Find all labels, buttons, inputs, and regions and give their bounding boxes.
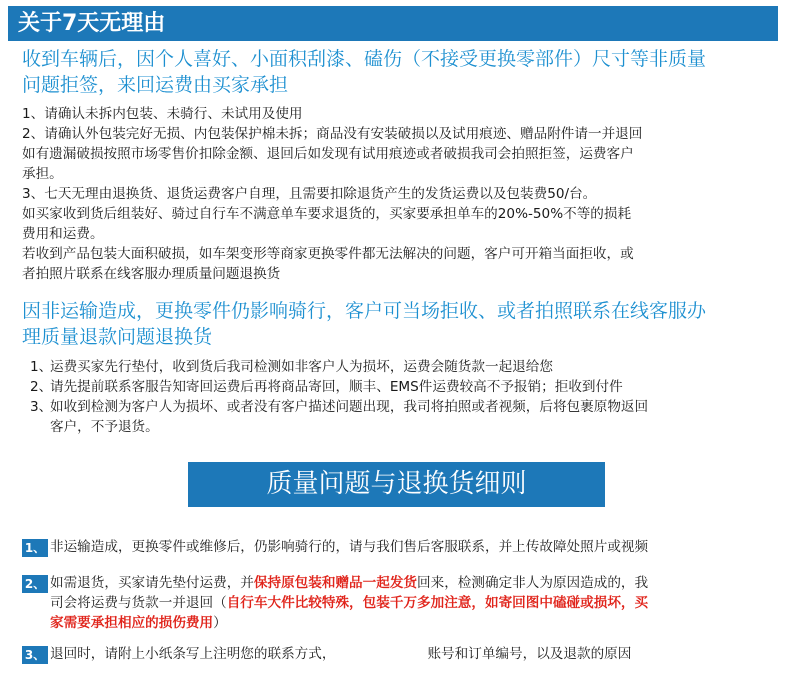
obscured-region xyxy=(335,647,427,661)
terms-line: 费用和运费。 xyxy=(22,226,104,242)
terms-line: 3、七天无理由退换货、退货运费客户自理，且需要扣除退货产生的发货运费以及包装费50/台。 xyxy=(22,186,597,202)
rule-text-part: 如需退货，买家请先垫付运费，并 xyxy=(50,575,254,591)
rule-highlight: 家需要承担相应的损伤费用 xyxy=(50,615,214,631)
heading-line: 问题拒签，来回运费由买家承担 xyxy=(22,74,289,96)
seven-day-terms xyxy=(22,104,762,284)
rule-text-part: 退回时，请附上小纸条写上注明您的联系方式， xyxy=(50,646,336,662)
terms-line: 如有遗漏破损按照市场零售价扣除金额、退回后如发现有试用痕迹或者破损我司会拍照拒签，运费客户 xyxy=(22,146,634,162)
list-text: 请先提前联系客服告知寄回运费后再将商品寄回，顺丰、EMS件运费较高不予报销；拒收到付件 xyxy=(50,379,623,395)
list-item xyxy=(30,377,765,397)
rule-item-1 xyxy=(22,537,767,557)
terms-line: 1、请确认未拆内包装、未骑行、未试用及使用 xyxy=(22,106,303,122)
rule-text: 非运输造成，更换零件或维修后，仍影响骑行的，请与我们售后客服联系，并上传故障处照片或视频 xyxy=(50,539,649,555)
list-text: 客户，不予退货。 xyxy=(50,419,159,435)
rule-text-part: 账号和订单编号，以及退款的原因 xyxy=(427,646,632,662)
rule-text xyxy=(50,644,767,664)
heading-line: 收到车辆后，因个人喜好、小面积刮漆、磕伤（不接受更换零部件）尺寸等非质量 xyxy=(22,48,707,70)
rule-highlight: 保持原包装和赠品一起发货 xyxy=(253,575,418,591)
terms-line: 者拍照片联系在线客服办理质量问题退换货 xyxy=(22,266,281,282)
list-item xyxy=(30,397,765,437)
rule-number-badge: 2、 xyxy=(22,575,48,593)
heading-line: 理质量退款问题退换货 xyxy=(22,326,213,348)
rule-number-badge: 3、 xyxy=(22,646,48,664)
list-number: 1、 xyxy=(30,359,53,375)
rule-text-part: 司会将运费与货款一并退回（ xyxy=(50,595,227,611)
rule-text xyxy=(50,573,767,633)
list-number: 3、 xyxy=(30,399,53,415)
rule-item-3 xyxy=(22,644,767,664)
list-text: 如收到检测为客户人为损坏、或者没有客户描述问题出现，我司将拍照或者视频，后将包裹原物返回 xyxy=(50,399,649,415)
rule-text-part: 回来，检测确定非人为原因造成的，我 xyxy=(417,575,649,591)
section-heading-seven-day xyxy=(22,46,762,98)
rule-item-2 xyxy=(22,573,767,633)
heading-line: 因非运输造成，更换零件仍影响骑行，客户可当场拒收、或者拍照联系在线客服办 xyxy=(22,300,707,322)
terms-line: 若收到产品包装大面积破损，如车架变形等商家更换零件都无法解决的问题，客户可开箱当面拒收，或 xyxy=(22,246,634,262)
section-heading-quality-return xyxy=(22,298,762,350)
rule-highlight: 自行车大件比较特殊，包装千万多加注意，如寄回图中磕碰或损坏，买 xyxy=(226,595,649,611)
rule-number-badge: 1、 xyxy=(22,539,48,557)
page-title: 关于7天无理由 xyxy=(8,6,778,41)
rule-text-part: ） xyxy=(213,615,227,631)
terms-line: 2、请确认外包装完好无损、内包装保护棉未拆；商品没有安装破损以及试用痕迹、赠品附件请一并退回 xyxy=(22,126,643,142)
list-number: 2、 xyxy=(30,379,53,395)
rules-banner: 质量问题与退换货细则 xyxy=(188,462,605,507)
list-item xyxy=(30,357,765,377)
list-text: 运费买家先行垫付，收到货后我司检测如非客户人为损坏，运费会随货款一起退给您 xyxy=(50,359,553,375)
terms-line: 如买家收到货后组装好、骑过自行车不满意单车要求退货的，买家要承担单车的20%-50%不等的损耗 xyxy=(22,206,632,222)
quality-return-list xyxy=(30,357,765,437)
terms-line: 承担。 xyxy=(22,166,63,182)
